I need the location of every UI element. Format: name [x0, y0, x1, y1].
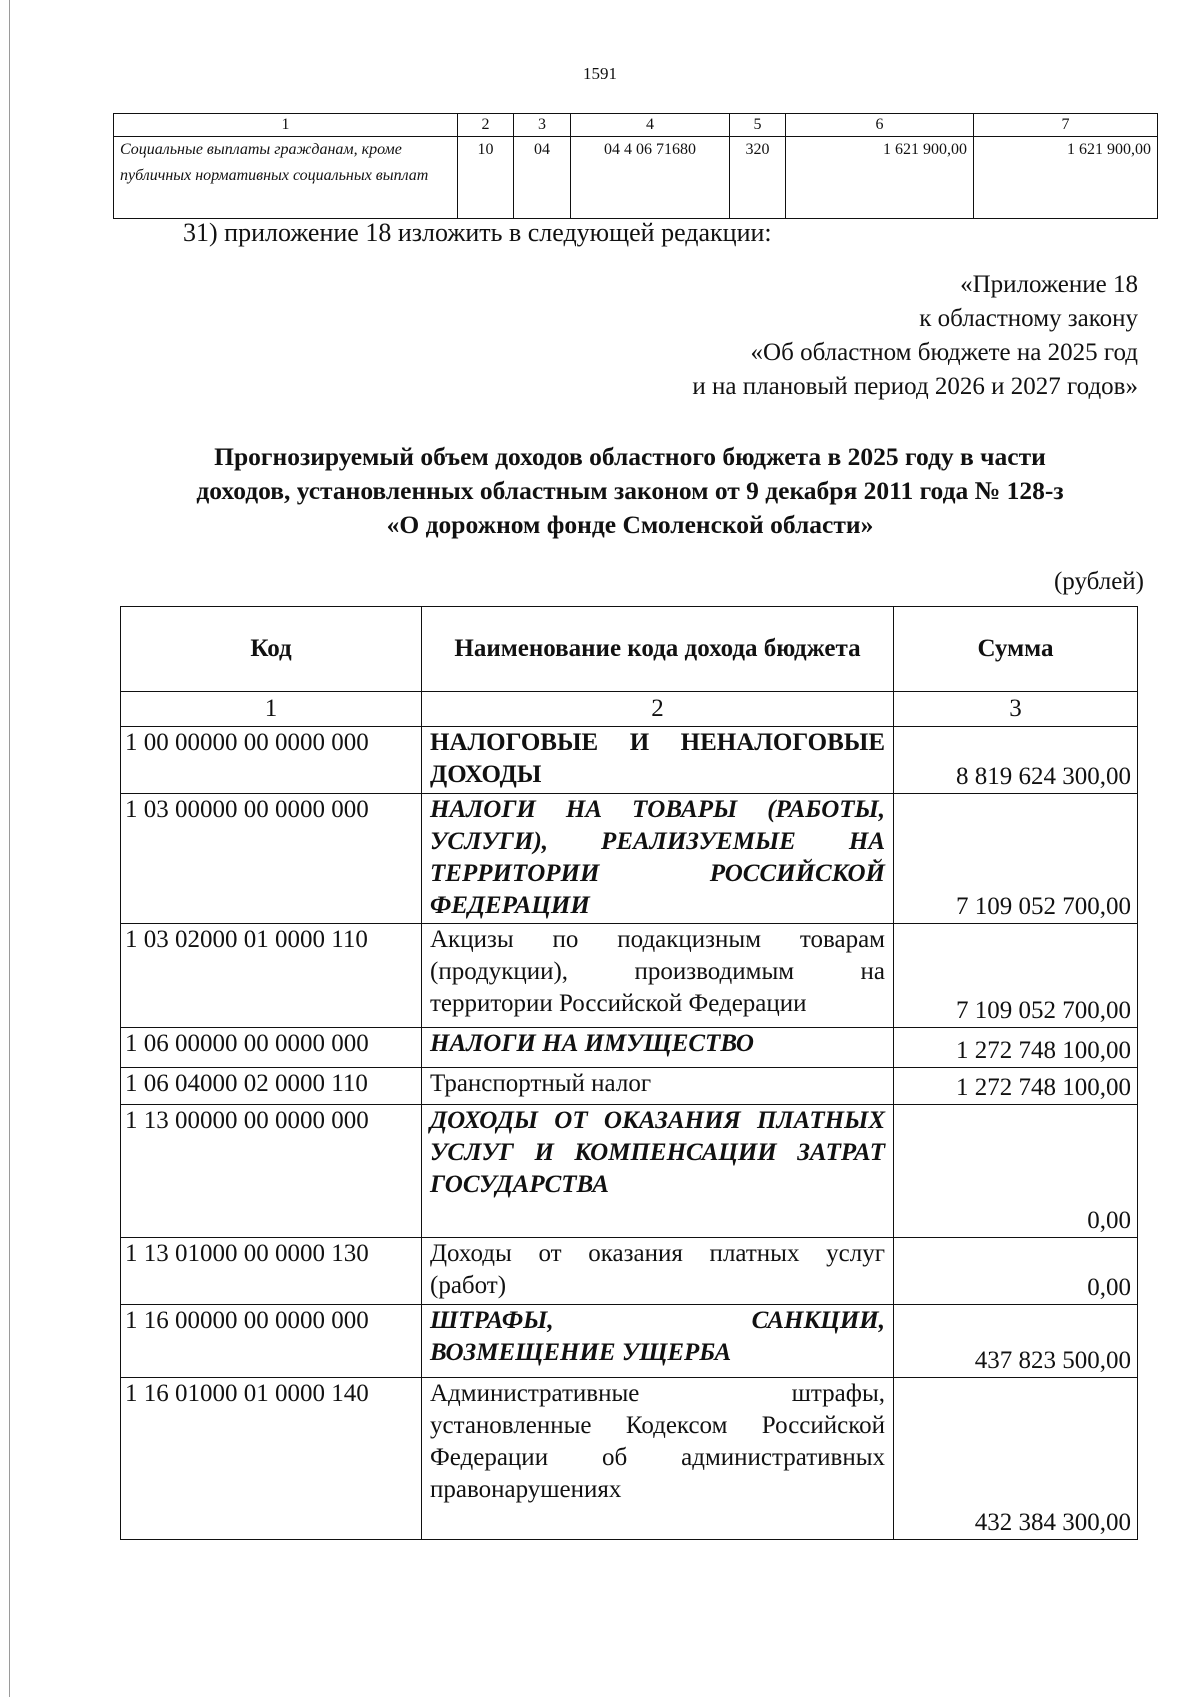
revenue-name: НАЛОГОВЫЕ И НЕНАЛОГОВЫЕ ДОХОДЫ [422, 727, 894, 794]
column-number: 7 [974, 114, 1158, 137]
revenue-name: Акцизы по подакцизным товарам (продукции), производимым на территории Российской Федерации [422, 924, 894, 1028]
revenue-code: 1 06 04000 02 0000 110 [121, 1068, 422, 1105]
title-line: Прогнозируемый объем доходов областного бюджета в 2025 году в части [214, 442, 1046, 471]
revenue-code: 1 13 01000 00 0000 130 [121, 1238, 422, 1305]
revenue-code: 1 00 00000 00 0000 000 [121, 727, 422, 794]
table-row [121, 924, 1138, 1028]
revenue-name: Транспортный налог [422, 1068, 894, 1105]
appendix-reference [692, 268, 1138, 404]
revenue-name: ШТРАФЫ, САНКЦИИ, ВОЗМЕЩЕНИЕ УЩЕРБА [422, 1305, 894, 1378]
units-label: (рублей) [1053, 568, 1144, 595]
table-row [121, 1305, 1138, 1378]
table-row [121, 794, 1138, 924]
expense-type-code: 320 [730, 137, 786, 219]
revenue-sum: 0,00 [894, 1105, 1138, 1238]
revenue-sum: 7 109 052 700,00 [894, 924, 1138, 1028]
amendment-instruction: 31) приложение 18 изложить в следующей редакции: [183, 218, 772, 247]
column-number: 5 [730, 114, 786, 137]
appendix-ref-line: «Об областном бюджете на 2025 год [750, 339, 1138, 366]
column-number: 2 [458, 114, 514, 137]
scan-edge-line [9, 0, 10, 1697]
revenue-name: Административные штрафы, установленные Кодексом Российской Федерации об административных правонарушениях [422, 1378, 894, 1540]
table-row [121, 1378, 1138, 1540]
previous-table-fragment [113, 113, 1158, 219]
revenue-sum: 432 384 300,00 [894, 1378, 1138, 1540]
revenue-name: НАЛОГИ НА ТОВАРЫ (РАБОТЫ, УСЛУГИ), РЕАЛИЗУЕМЫЕ НА ТЕРРИТОРИИ РОССИЙСКОЙ ФЕДЕРАЦИИ [422, 794, 894, 924]
column-number: 1 [121, 692, 422, 727]
header-code: Код [121, 607, 422, 692]
revenue-sum: 0,00 [894, 1238, 1138, 1305]
table-row [121, 727, 1138, 794]
table-header-row [121, 607, 1138, 692]
title-line: «О дорожном фонде Смоленской области» [386, 510, 874, 539]
expense-description: Социальные выплаты гражданам, кроме публичных нормативных социальных выплат [114, 137, 458, 219]
table-row [121, 1238, 1138, 1305]
revenue-name: Доходы от оказания платных услуг (работ) [422, 1238, 894, 1305]
amount-col6: 1 621 900,00 [786, 137, 974, 219]
revenue-code: 1 16 00000 00 0000 000 [121, 1305, 422, 1378]
appendix-ref-line: и на плановый период 2026 и 2027 годов» [692, 373, 1138, 400]
revenue-code: 1 03 00000 00 0000 000 [121, 794, 422, 924]
column-number: 3 [514, 114, 571, 137]
amount-col7: 1 621 900,00 [974, 137, 1158, 219]
revenue-sum: 1 272 748 100,00 [894, 1068, 1138, 1105]
table-row [121, 1105, 1138, 1238]
column-number: 2 [422, 692, 894, 727]
appendix-ref-line: «Приложение 18 [960, 271, 1138, 298]
appendix-ref-line: к областному закону [919, 305, 1138, 332]
table-row [114, 137, 1158, 219]
revenue-name: НАЛОГИ НА ИМУЩЕСТВО [422, 1028, 894, 1068]
table-row [121, 1068, 1138, 1105]
column-number-row [121, 692, 1138, 727]
title-line: доходов, установленных областным законом от 9 декабря 2011 года № 128-з [196, 476, 1064, 505]
revenue-sum: 1 272 748 100,00 [894, 1028, 1138, 1068]
table-row [121, 1028, 1138, 1068]
document-title [120, 440, 1140, 542]
column-number: 6 [786, 114, 974, 137]
revenue-code: 1 06 00000 00 0000 000 [121, 1028, 422, 1068]
column-number-row [114, 114, 1158, 137]
revenue-sum: 437 823 500,00 [894, 1305, 1138, 1378]
revenue-code: 1 16 01000 01 0000 140 [121, 1378, 422, 1540]
column-number: 3 [894, 692, 1138, 727]
page-number: 1591 [583, 64, 617, 83]
revenue-sum: 7 109 052 700,00 [894, 794, 1138, 924]
column-number: 1 [114, 114, 458, 137]
target-item-code: 04 4 06 71680 [571, 137, 730, 219]
section-code: 10 [458, 137, 514, 219]
revenue-table [120, 606, 1138, 1540]
column-number: 4 [571, 114, 730, 137]
header-sum: Сумма [894, 607, 1138, 692]
header-name: Наименование кода дохода бюджета [422, 607, 894, 692]
revenue-code: 1 13 00000 00 0000 000 [121, 1105, 422, 1238]
revenue-sum: 8 819 624 300,00 [894, 727, 1138, 794]
subsection-code: 04 [514, 137, 571, 219]
revenue-name: ДОХОДЫ ОТ ОКАЗАНИЯ ПЛАТНЫХ УСЛУГ И КОМПЕНСАЦИИ ЗАТРАТ ГОСУДАРСТВА [422, 1105, 894, 1238]
revenue-code: 1 03 02000 01 0000 110 [121, 924, 422, 1028]
